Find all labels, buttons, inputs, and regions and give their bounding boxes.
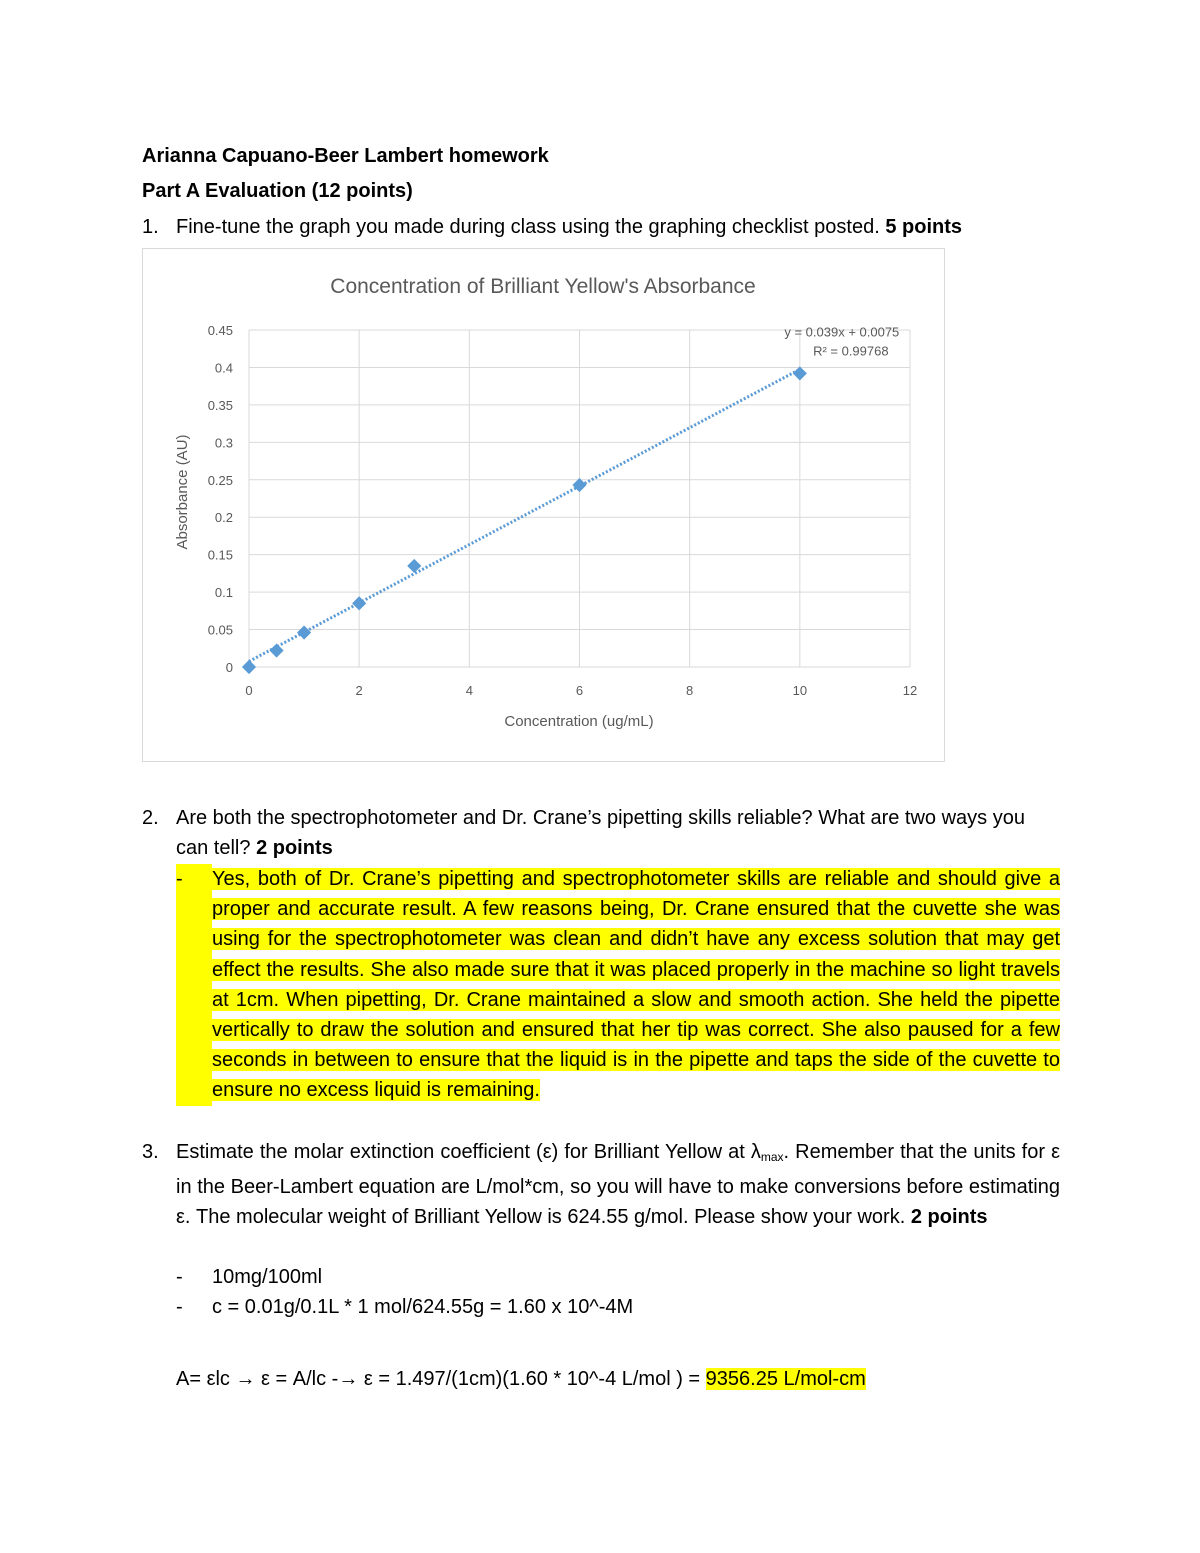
trendline: [249, 369, 800, 661]
bullet-dash: -: [176, 1296, 183, 1318]
data-point: [352, 596, 366, 610]
y-tick-label: 0.3: [214, 435, 233, 451]
chart-title: Concentration of Brilliant Yellow's Absorbance: [330, 275, 756, 298]
final-equation: [176, 1364, 866, 1394]
x-tick-label: 12: [902, 683, 918, 698]
question-points: 5 points: [885, 216, 962, 238]
question-3-body: [176, 1137, 1060, 1233]
x-axis-label: Concentration (ug/mL): [504, 713, 654, 730]
question-points: 2 points: [910, 1206, 988, 1229]
question-text: Are both the spectrophotometer and Dr. Crane’s pipetting skills reliable? What are two ways you can tell?: [176, 807, 1025, 860]
part-heading: Part A Evaluation (12 points): [142, 180, 413, 202]
answer-2: [176, 864, 1060, 1106]
question-2: [142, 803, 1060, 863]
tick-labels: [208, 323, 918, 698]
work-line-1: [176, 1262, 322, 1292]
bullet-dash: -: [176, 1266, 183, 1288]
question-2-body: [176, 803, 1060, 863]
y-tick-label: 0.1: [214, 585, 233, 601]
lambda-subscript: max: [760, 1150, 784, 1164]
x-tick-label: 10: [792, 683, 808, 698]
work-text: c = 0.01g/0.1L * 1 mol/624.55g = 1.60 x 10^-4M: [212, 1296, 634, 1318]
work-line-2: [176, 1292, 633, 1322]
data-points: [242, 366, 807, 674]
x-tick-label: 8: [686, 683, 694, 698]
question-number: 2.: [142, 807, 159, 829]
x-tick-label: 6: [575, 683, 584, 698]
work-text: 10mg/100ml: [212, 1266, 323, 1288]
question-text: Fine-tune the graph you made during class using the graphing checklist posted.: [176, 216, 880, 238]
question-number: 3.: [142, 1141, 159, 1163]
equation-text: A= εlc → ε = A/lc -→ ε = 1.497/(1cm)(1.60 * 10^-4 L/mol ) =: [176, 1368, 701, 1390]
bullet-dash: -: [176, 864, 212, 1106]
final-answer: 9356.25 L/mol-cm: [705, 1368, 866, 1390]
y-tick-label: 0.25: [207, 472, 233, 488]
y-axis-label: Absorbance (AU): [174, 434, 191, 550]
question-points: 2 points: [256, 837, 333, 860]
question-text-part2: . Remember that the units for ε in the Beer-Lambert equation are L/mol*cm, so you will have to make conversions before estimating ε. The molecular weight of Brilliant Yellow is 624.55 g/mol. Please show your work.: [176, 1141, 1060, 1229]
question-3: [142, 1137, 1060, 1233]
data-point: [297, 625, 311, 639]
question-1: [142, 212, 962, 242]
data-point: [793, 366, 807, 380]
x-tick-label: 2: [355, 683, 363, 698]
x-tick-label: 0: [245, 683, 253, 698]
answer-2-text-wrap: [212, 864, 1060, 1106]
data-point: [242, 660, 256, 674]
x-tick-label: 4: [465, 683, 473, 698]
question-2-row: [142, 803, 1060, 863]
y-tick-label: 0.35: [207, 397, 233, 413]
y-tick-label: 0.05: [207, 622, 233, 638]
trendline-equation: y = 0.039x + 0.0075: [784, 324, 900, 340]
y-tick-label: 0.4: [214, 360, 233, 376]
y-tick-label: 0.2: [214, 510, 233, 526]
document-title: Arianna Capuano-Beer Lambert homework: [142, 145, 549, 167]
trendline-group: [249, 369, 800, 661]
trendline-r2: R² = 0.99768: [813, 343, 889, 359]
chart-svg: [143, 249, 944, 761]
y-tick-label: 0.15: [207, 547, 233, 563]
absorbance-chart: [142, 248, 945, 762]
y-tick-label: 0: [225, 660, 233, 675]
question-text-part1: Estimate the molar extinction coefficient (ε) for Brilliant Yellow at λ: [176, 1141, 761, 1163]
question-number: 1.: [142, 216, 159, 238]
y-tick-label: 0.45: [207, 323, 233, 338]
answer-2-text: Yes, both of Dr. Crane’s pipetting and spectrophotometer skills are reliable and should give a proper and accurate result. A few reasons being, Dr. Crane ensured that the cuvette she was using for the spectrophotometer was clean and didn’t have any excess solution that may get effect the results. She also made sure that it was placed properly in the machine so light travels at 1cm. When pipetting, Dr. Crane maintained a slow and smooth action. She held the pipette vertically to draw the solution and ensured that her tip was correct. She also paused for a few seconds in between to ensure that the liquid is in the pipette and taps the side of the cuvette to ensure no excess liquid is remaining.: [212, 868, 1060, 1102]
gridlines: [249, 330, 910, 667]
